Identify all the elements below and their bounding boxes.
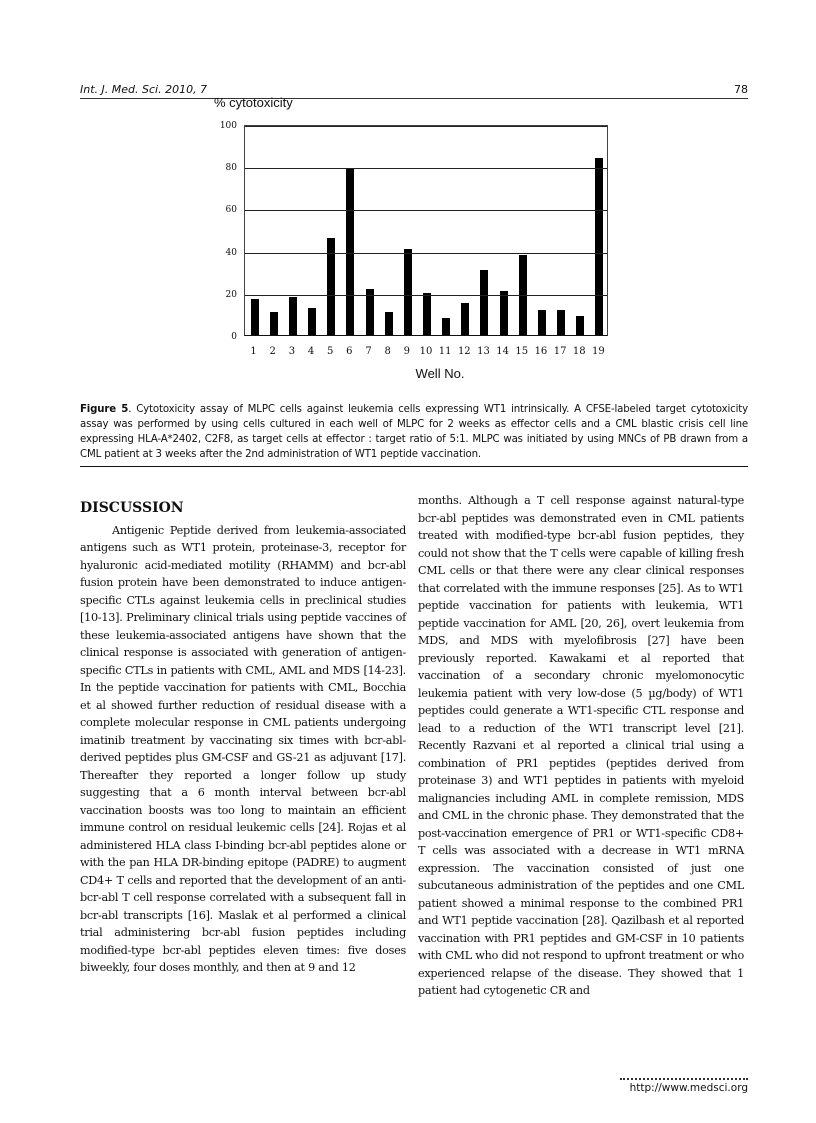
figure-caption <box>80 402 748 462</box>
bar <box>442 318 450 335</box>
gridline <box>245 253 607 254</box>
x-tick-label: 10 <box>419 346 433 357</box>
bar <box>538 310 546 335</box>
bar <box>270 312 278 335</box>
left-column <box>80 500 406 977</box>
bar-series <box>245 126 607 335</box>
figure-label: Figure 5 <box>80 404 129 415</box>
bar <box>595 158 603 335</box>
x-tick-label: 19 <box>592 346 605 357</box>
x-tick-label: 4 <box>307 346 315 357</box>
journal-citation: Int. J. Med. Sci. 2010, 7 <box>80 83 208 96</box>
x-tick-label: 13 <box>477 346 490 357</box>
bar <box>500 291 508 335</box>
x-tick-label: 12 <box>457 346 471 357</box>
right-column <box>418 492 744 1000</box>
journal-url: http://www.medsci.org <box>629 1082 748 1094</box>
bar <box>308 308 316 335</box>
x-tick-label: 6 <box>346 346 353 357</box>
x-tick-label: 1 <box>250 346 257 357</box>
x-tick-label: 7 <box>365 346 372 357</box>
x-tick-label: 11 <box>438 346 452 357</box>
bar <box>557 310 565 335</box>
y-tick-label: 100 <box>219 121 237 131</box>
y-axis-label: % cytotoxicity <box>214 95 293 110</box>
figure-5-chart <box>200 92 620 392</box>
bar <box>480 270 488 335</box>
y-tick-label: 0 <box>231 332 237 342</box>
gridline <box>245 210 607 211</box>
caption-divider <box>80 466 748 467</box>
caption-text: . Cytotoxicity assay of MLPC cells against leukemia cells expressing WT1 intrinsically. A CFSE-labeled target cytotoxicity assay was performed by using cells cultured in each well of MLPC for 2 weeks as effector cells and a CML blastic crisis cell line expressing HLA-A*2402, C2F8, as target cells at effector : target ratio of 5:1. MLPC was initiated by using MNCs of PB drawn from a CML patient at 3 weeks after the 2nd administration of WT1 peptide vaccination. <box>80 404 748 460</box>
bar <box>404 249 412 336</box>
y-tick-label: 40 <box>225 247 237 258</box>
x-tick-label: 5 <box>327 346 334 357</box>
x-tick-label: 14 <box>496 346 509 357</box>
x-tick-label: 17 <box>553 346 567 357</box>
y-tick-label: 80 <box>225 163 237 174</box>
gridline <box>245 126 607 127</box>
plot-area <box>219 121 608 342</box>
x-tick-label: 8 <box>384 346 391 357</box>
x-tick-label: 18 <box>572 346 586 357</box>
x-tick-label: 9 <box>403 346 411 357</box>
x-tick-label: 15 <box>515 346 529 357</box>
x-tick-label: 2 <box>269 346 276 357</box>
bar <box>385 312 393 335</box>
page-number: 78 <box>734 83 748 96</box>
x-tick-label: 16 <box>534 346 548 357</box>
bar <box>251 299 259 335</box>
y-tick-label: 20 <box>225 289 237 300</box>
footer-divider <box>620 1078 748 1080</box>
y-tick-label: 60 <box>225 205 237 216</box>
x-tick-label: 3 <box>288 346 296 357</box>
bar <box>461 303 469 335</box>
gridline <box>245 168 607 169</box>
bar <box>423 293 431 335</box>
left-column-text: Antigenic Peptide derived from leukemia-associated antigens such as WT1 protein, proteinase-3, receptor for hyaluronic acid-mediated motility (RHAMM) and bcr-abl fusion protein have been demonstrated to induce antigen-specific CTLs against leukemia cells in preclinical studies [10-13]. Preliminary clinical trials using peptide vaccines of these leukemia-associated antigens have shown that the clinical response is associated with generation of antigen-specific CTLs in patients with CML, AML and MDS [14-23]. In the peptide vaccination for patients with CML, Bocchia et al showed further reduction of residual disease with a complete molecular response in CML patients undergoing imatinib treatment by vaccinating six times with bcr-abl-derived peptides plus GM-CSF and GS-21 as adjuvant [17]. Thereafter they reported a longer follow up study suggesting that a 6 month interval between bcr-abl vaccination boosts was too long to maintain an efficient immune control on residual leukemic cells [24]. Rojas et al administered HLA class I-binding bcr-abl peptides alone or with the pan HLA DR-binding epitope (PADRE) to augment CD4+ T cells and reported that the development of an anti-bcr-abl T cell response correlated with a subsequent fall in bcr-abl transcripts [16]. Maslak et al performed a clinical trial administering bcr-abl fusion peptides including modified-type bcr-abl peptides eleven times: five doses biweekly, four doses monthly, and then at 9 and 12 <box>80 523 406 974</box>
bar <box>576 316 584 335</box>
right-column-text: months. Although a T cell response against natural-type bcr-abl peptides was demonstrated even in CML patients treated with modified-type bcr-abl fusion peptides, they could not show that the T cells were capable of killing fresh CML cells or that there were any clear clinical responses that correlated with the immune responses [25]. As to WT1 peptide vaccination for patients with leukemia, WT1 peptide vaccination for AML [20, 26], overt leukemia from MDS, and MDS with myelofibrosis [27] have been previously reported. Kawakami et al reported that vaccination of a secondary chronic myelomonocytic leukemia patient with very low-dose (5 µg/body) of WT1 peptides could generate a WT1-specific CTL response and lead to a reduction of the WT1 transcript level [21]. Recently Razvani et al reported a clinical trial using a combination of PR1 peptides (peptides derived from proteinase 3) and WT1 peptides in patients with myeloid malignancies including AML in complete remission, MDS and CML in the chronic phase. They demonstrated that the post-vaccination emergence of PR1 or WT1-specific CD8+ T cells was associated with a decrease in WT1 mRNA expression. The vaccination consisted of just one subcutaneous administration of the peptides and one CML patient showed a minimal response to the combined PR1 and WT1 peptide vaccination [28]. Qazilbash et al reported vaccination with PR1 peptides and GM-CSF in 10 patients with CML who did not respond to upfront treatment or who experienced relapse of the disease. They showed that 1 patient had cytogenetic CR and <box>418 494 744 997</box>
section-heading: DISCUSSION <box>80 500 184 516</box>
x-axis-label: Well No. <box>415 366 465 381</box>
gridline <box>245 295 607 296</box>
bar <box>289 297 297 335</box>
